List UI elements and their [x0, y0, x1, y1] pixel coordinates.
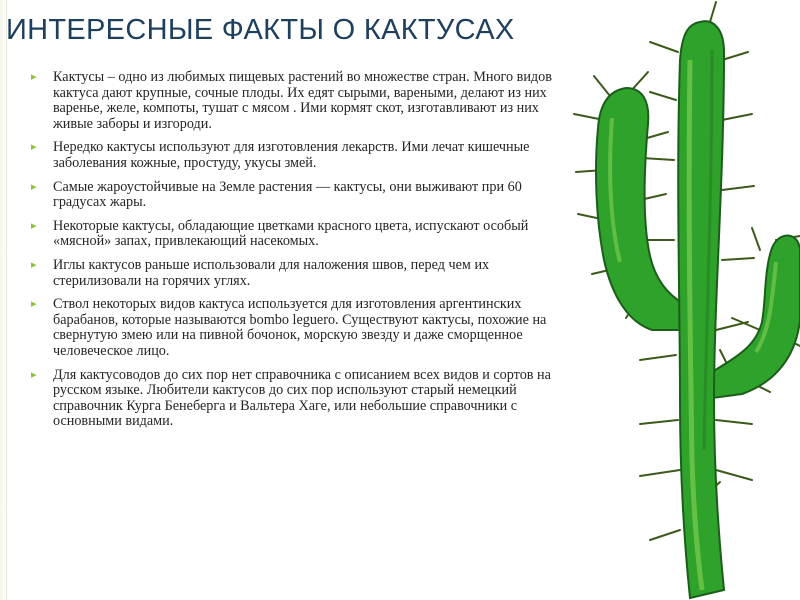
fact-text: Нередко кактусы используют для изготовления лекарств. Ими лечат кишечные заболевания кожные, простуду, укусы змей. — [53, 139, 530, 171]
fact-item — [31, 368, 576, 430]
cactus-illustration — [560, 0, 800, 600]
bullet-icon: ▸ — [31, 180, 37, 193]
bullet-icon: ▸ — [31, 368, 37, 381]
facts-list — [31, 70, 576, 438]
bullet-icon: ▸ — [31, 258, 37, 271]
fact-item — [31, 70, 576, 132]
fact-text: Иглы кактусов раньше использовали для наложения швов, перед чем их стерилизовали на горячих углях. — [53, 256, 490, 289]
fact-text: Кактусы – одно из любимых пищевых растений во множестве стран. Много видов кактуса дают крупные, сочные плоды. Их едят сырыми, вареными, делают из них варенье, желе, компоты, тушат с мясом . Ими кормят скот, изготавливают из них живые заборы и изгороди. — [53, 69, 552, 132]
cactus-body — [596, 21, 800, 598]
fact-text: Некоторые кактусы, обладающие цветками красного цвета, испускают особый «мясной» запах, привлекающий насекомых. — [53, 217, 529, 250]
bullet-icon: ▸ — [31, 71, 37, 83]
fact-item — [31, 297, 576, 359]
bullet-icon: ▸ — [31, 219, 37, 232]
slide-left-border — [0, 0, 7, 600]
slide-title: ИНТЕРЕСНЫЕ ФАКТЫ О КАКТУСАХ — [6, 14, 515, 46]
fact-item — [31, 180, 576, 211]
bullet-icon: ▸ — [31, 298, 37, 311]
fact-text: Самые жароустойчивые на Земле растения — кактусы, они выживают при 60 градусах жары. — [53, 178, 522, 211]
fact-text: Ствол некоторых видов кактуса используется для изготовления аргентинских барабанов, которые называются bombo leguero. Существуют кактусы, похожие на свернутую змею или на пивной бочонок, морскую звезду и даже сморщенное человеческое лицо. — [53, 296, 547, 359]
fact-item — [31, 219, 576, 250]
fact-item — [31, 140, 576, 171]
bullet-icon: ▸ — [31, 141, 37, 154]
fact-item — [31, 258, 576, 289]
fact-text: Для кактусоводов до сих пор нет справочника с описанием всех видов и сортов на русском языке. Любители кактусов до сих пор используют старый немецкий справочник Курга Бенеберга и Вальтера Хаге, или небольшие справочники с основными видами. — [53, 366, 551, 430]
